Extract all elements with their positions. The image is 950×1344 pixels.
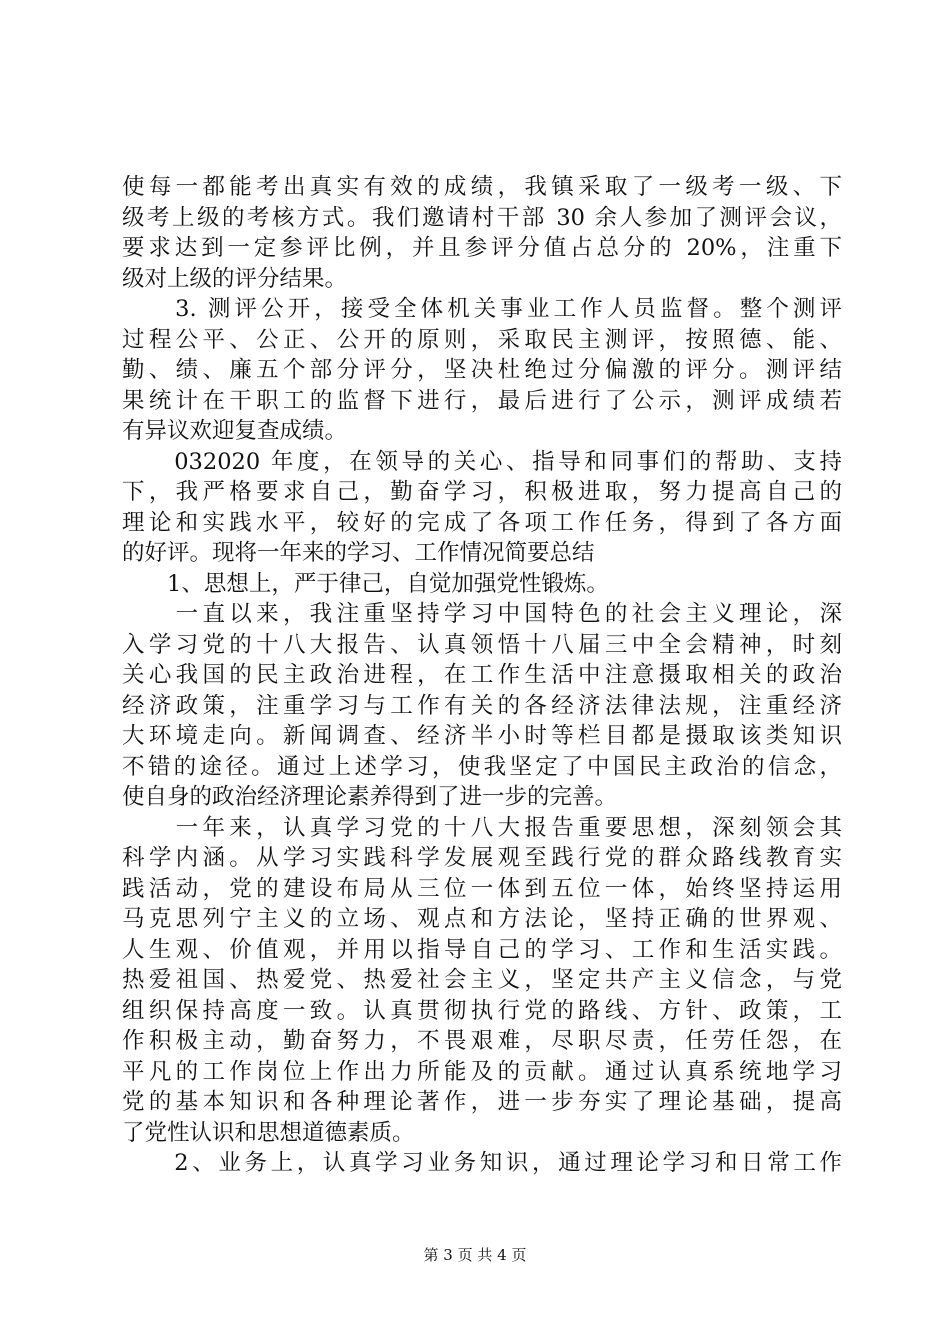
text-line: 2、业务上，认真学习业务知识，通过理论学习和日常工作 [122, 1150, 842, 1176]
text-line: 1、思想上，严于律己，自觉加强党性锻炼。 [122, 570, 609, 597]
text-line: 032020 年度，在领导的关心、指导和同事们的帮助、支持 [122, 448, 842, 475]
text-line: 马克思列宁主义的立场、观点和方法论，坚持正确的世界观、 [122, 906, 842, 932]
text-line: 热爱祖国、热爱党、热爱社会主义，坚定共产主义信念，与党 [122, 967, 842, 993]
text-line: 级考上级的考核方式。我们邀请村干部 30 余人参加了测评会议， [122, 204, 842, 231]
text-line: 人生观、价值观，并用以指导自己的学习、工作和生活实践。 [122, 936, 842, 963]
text-line: 使自身的政治经济理论素养得到了进一步的完善。 [122, 784, 618, 810]
text-line: 科学内涵。从学习实践科学发展观至践行党的群众路线教育实 [122, 845, 842, 871]
text-line: 的好评。现将一年来的学习、工作情况简要总结 [122, 540, 595, 566]
text-line: 理论和实践水平，较好的完成了各项工作任务，得到了各方面 [122, 509, 842, 536]
text-line: 过程公平、公正、公开的原则，采取民主测评，按照德、能、 [122, 326, 842, 353]
text-line: 入学习党的十八大报告、认真领悟十八届三中全会精神，时刻 [122, 631, 842, 658]
text-line: 使每一都能考出真实有效的成绩，我镇采取了一级考一级、下 [122, 174, 842, 200]
text-line: 下，我严格要求自己，勤奋学习，积极进取，努力提高自己的 [122, 479, 842, 505]
text-line: 勤、绩、廉五个部分评分，坚决杜绝过分偏激的评分。测评结 [122, 357, 842, 383]
page-number-label: 第 3 页 共 4 页 [423, 1246, 527, 1264]
text-line: 要求达到一定参评比例，并且参评分值占总分的 20%，注重下 [122, 235, 842, 261]
text-line: 级对上级的评分结果。 [122, 265, 348, 292]
text-line: 经济政策，注重学习与工作有关的各经济法律法规，注重经济 [122, 692, 842, 719]
text-line: 一年来，认真学习党的十八大报告重要思想，深刻领会其 [122, 814, 842, 841]
page-footer [0, 1244, 950, 1265]
text-line: 有异议欢迎复查成绩。 [122, 418, 348, 444]
body-text [122, 172, 842, 1179]
text-line: 果统计在干职工的监督下进行，最后进行了公示，测评成绩若 [122, 387, 842, 414]
text-line: 践活动，党的建设布局从三位一体到五位一体，始终坚持运用 [122, 875, 842, 902]
text-line: 组织保持高度一致。认真贯彻执行党的路线、方针、政策，工 [122, 997, 842, 1024]
text-line: 关心我国的民主政治进程，在工作生活中注意摄取相关的政治 [122, 662, 842, 688]
text-line: 作积极主动，勤奋努力，不畏艰难，尽职尽责，任劳任怨，在 [122, 1028, 842, 1054]
text-line: 不错的途径。通过上述学习，使我坚定了中国民主政治的信念， [122, 753, 842, 780]
text-line: 一直以来，我注重坚持学习中国特色的社会主义理论，深 [122, 601, 842, 627]
text-line: 党的基本知识和各种理论著作，进一步夯实了理论基础，提高 [122, 1089, 842, 1115]
text-line: 了党性认识和思想道德素质。 [122, 1119, 415, 1146]
text-line: 平凡的工作岗位上作出力所能及的贡献。通过认真系统地学习 [122, 1058, 842, 1085]
text-line: 大环境走向。新闻调查、经济半小时等栏目都是摄取该类知识 [122, 723, 842, 749]
text-line: 3. 测评公开，接受全体机关事业工作人员监督。整个测评 [122, 296, 842, 322]
